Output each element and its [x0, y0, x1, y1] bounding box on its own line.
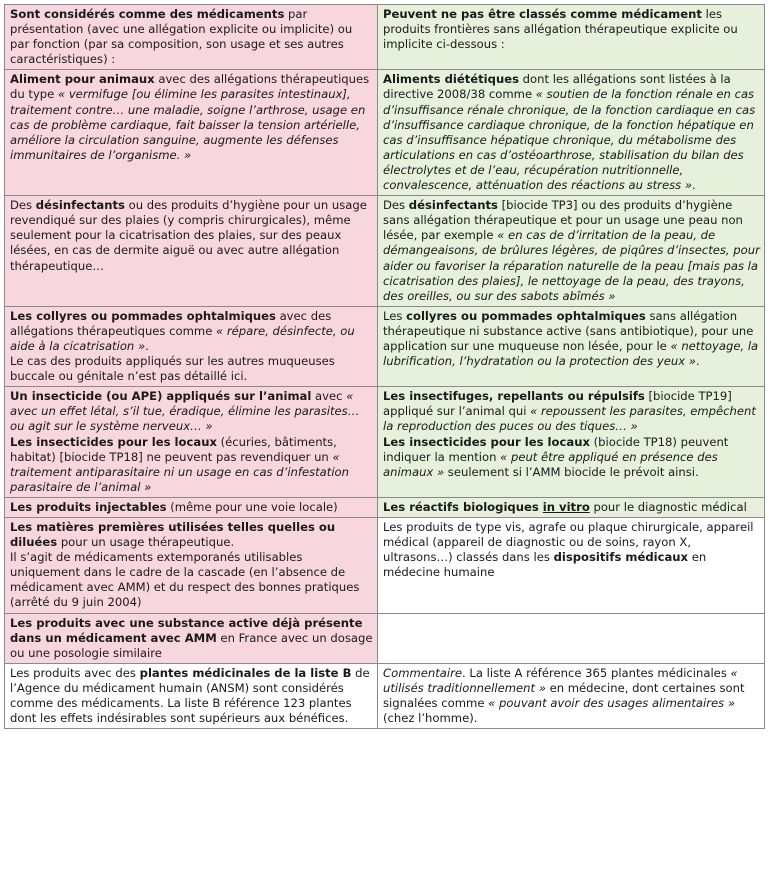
right-text-run: [biocide TP19] appliqué sur l’animal qui — [383, 389, 732, 419]
left-text-run: (écuries, bâtiments, habitat) [biocide TP18] ne peuvent pas revendiquer un — [10, 434, 337, 464]
right-text-run: en médecine, dont certaines sont signalées comme — [383, 680, 745, 711]
left-text-run: Sont considérés comme des médicaments — [10, 7, 285, 21]
right-text-run: [biocide TP3] ou des produits d’hygiène sans allégation thérapeutique et pour un usage une peau non lésée, par exemple — [383, 198, 743, 243]
right-text-run: Les insecticides pour les locaux — [383, 434, 590, 449]
left-text-run: Le cas des produits appliqués sur les autres muqueuses buccale ou génitale n’est pas détaillé ici. — [10, 354, 335, 384]
right-text-run: les produits frontières sans allégation thérapeutique explicite ou implicite ci-dessous : — [383, 7, 738, 52]
right-text-run: Commentaire — [383, 665, 463, 680]
left-text-run: (même pour une voie locale) — [166, 499, 338, 514]
classification-table — [4, 4, 765, 729]
right-text-run: (biocide TP18) peuvent indiquer la mention — [383, 434, 729, 464]
right-text-run: sans allégation thérapeutique ni substance active (sans antibiotique), pour une application sur une muqueuse non lésée, pour le — [383, 308, 754, 353]
non-medicine-cell — [378, 387, 765, 498]
right-text-run: Aliments diététiques — [383, 72, 519, 87]
right-text-run: Des — [383, 198, 409, 213]
right-text-run: « utilisés traditionnellement » — [383, 665, 738, 695]
medicine-cell — [5, 387, 378, 498]
medicine-cell — [5, 5, 378, 70]
right-text-run: collyres ou pommades ophtalmiques — [406, 308, 646, 323]
medicine-cell — [5, 518, 378, 614]
left-text-run: Il s’agit de médicaments extemporanés utilisables uniquement dans le cadre de la cascade (en l’absence de médicament avec AMM) et du respect des bonnes pratiques (arrêté du 9 juin 2004) — [10, 550, 360, 610]
left-text-run: Des — [10, 198, 36, 213]
left-text-run: ou des produits d’hygiène pour un usage revendiqué sur des plaies (y compris chirurgicales), même seulement pour la cicatrisation des plaies, sur des peaux lésées, en cas de dermite aiguë ou avec autre allégation thérapeutique… — [10, 198, 367, 273]
left-text-run: avec des allégations thérapeutiques comme — [10, 308, 332, 338]
left-text-run: avec des allégations thérapeutiques du type — [10, 72, 370, 102]
right-text-run: « en cas de d’irritation de la peau, de démangeaisons, de brûlures légères, de piqûres d’insectes, pour aider ou favoriser la réparation naturelle de la peau [mais pas la cicatrisation des plaies], le nettoyage de la peau, des trayons, des oreilles, ou sur des sabots abîmés » — [383, 228, 760, 303]
table-row — [5, 613, 765, 663]
left-text-run: « avec un effet létal, s’il tue, éradique, élimine les parasites… ou agit sur le système nerveux… » — [10, 389, 360, 434]
left-text-run: Aliment pour animaux — [10, 72, 155, 87]
table-row — [5, 5, 765, 70]
left-text-run: désinfectants — [35, 198, 125, 213]
right-text-run: . — [695, 354, 700, 369]
left-text-run: « traitement antiparasitaire ni un usage en cas d’infestation parasitaire de l’animal » — [10, 449, 349, 494]
left-text-run: Un insecticide (ou APE) appliqués sur l’animal — [10, 389, 312, 404]
right-text-run: in vitro — [542, 499, 590, 514]
medicine-cell — [5, 663, 378, 728]
right-text-run: dont les allégations sont listées à la directive 2008/38 comme — [383, 72, 731, 102]
left-text-run: . — [145, 338, 149, 353]
right-text-run: . La liste A référence 365 plantes médicinales — [462, 665, 731, 680]
medicine-cell — [5, 613, 378, 663]
non-medicine-cell — [378, 663, 765, 728]
left-text-run: « répare, désinfecte, ou aide à la cicatrisation » — [10, 323, 355, 353]
right-text-run: « repoussent les parasites, empêchent la reproduction des puces ou des tiques… » — [383, 404, 756, 434]
left-text-run: par présentation (avec une allégation explicite ou implicite) ou par fonction (par sa composition, son usage et ses autres caractéristiques) : — [10, 7, 353, 67]
right-text-run: Les réactifs biologiques — [383, 499, 543, 514]
non-medicine-cell — [378, 306, 765, 386]
left-text-run: Les matières premières utilisées telles quelles ou diluées — [10, 520, 336, 550]
right-text-run: pour le diagnostic médical — [589, 499, 747, 514]
left-text-run: Les insecticides pour les locaux — [10, 434, 217, 449]
right-text-run: dispositifs médicaux — [553, 550, 689, 565]
medicine-cell — [5, 497, 378, 517]
right-text-run: « nettoyage, la lubrification, l’hydratation ou la protection des yeux » — [383, 338, 759, 369]
table-row — [5, 497, 765, 517]
right-text-run: seulement si l’AMM biocide le prévoit ainsi. — [444, 464, 699, 479]
right-text-run: Les produits de type vis, agrafe ou plaque chirurgicale, appareil médical (appareil de diagnostic ou de soins, rayon X, ultrasons…) classés dans les — [383, 520, 754, 565]
right-text-run: « pouvant avoir des usages alimentaires » — [488, 696, 735, 711]
left-text-run: pour un usage thérapeutique. — [57, 535, 235, 550]
non-medicine-cell — [378, 70, 765, 196]
medicine-cell — [5, 70, 378, 196]
right-text-run: en médecine humaine — [383, 550, 707, 580]
left-text-run: de l’Agence du médicament humain (ANSM) sont considérés comme des médicaments. La liste B référence 123 plantes dont les effets indésirables sont supérieurs aux bénéfices. — [10, 665, 370, 726]
table-row — [5, 387, 765, 498]
left-text-run: Les produits injectables — [10, 499, 167, 514]
right-text-run: « peut être appliqué en présence des animaux » — [383, 449, 718, 479]
right-text-run: Peuvent ne pas être classés comme médicament — [383, 7, 702, 21]
table-row — [5, 196, 765, 307]
left-text-run: en France avec un dosage ou une posologie similaire — [10, 630, 373, 660]
right-text-run: « soutien de la fonction rénale en cas d’insuffisance rénale chronique, de la fonction cardiaque en cas d’insuffisance cardiaque chronique, de la fonction hépatique en cas d’insuffisance hépatique chronique, du métabolisme des articulations en cas d’ostéoarthrose, stabilisation du bilan des électrolytes et de l’eau, récupération nutritionnelle, convalescence, atténuation des réactions au stress » — [383, 87, 756, 193]
table-row — [5, 70, 765, 196]
right-text-run: Les insectifuges, repellants ou répulsifs — [383, 389, 645, 404]
table-row — [5, 306, 765, 386]
left-text-run: avec — [311, 389, 347, 404]
right-text-run: désinfectants — [408, 198, 498, 213]
medicine-cell — [5, 196, 378, 307]
table-row — [5, 663, 765, 728]
medicine-cell — [5, 306, 378, 386]
table-body — [5, 5, 765, 729]
right-text-run: (chez l’homme). — [383, 711, 478, 726]
left-text-run: « vermifuge [ou élimine les parasites intestinaux], traitement contre… une maladie, soigne l’arthrose, usage en cas de problème cardiaque, fait baisser la tension artérielle, améliore la circulation sanguine, augmente les défenses immunitaires de l’organisme. » — [10, 87, 366, 162]
left-text-run: Les collyres ou pommades ophtalmiques — [10, 308, 276, 323]
right-text-run: Les — [383, 308, 407, 323]
left-text-run: plantes médicinales de la liste B — [139, 665, 352, 680]
left-text-run: Les produits avec une substance active déjà présente dans un médicament avec AMM — [10, 615, 363, 645]
table-row — [5, 518, 765, 614]
right-text-run: . — [692, 178, 696, 193]
left-text-run: Les produits avec des — [10, 665, 140, 680]
non-medicine-cell — [378, 5, 765, 70]
non-medicine-cell — [378, 497, 765, 517]
non-medicine-cell — [378, 613, 765, 663]
non-medicine-cell — [378, 518, 765, 614]
non-medicine-cell — [378, 196, 765, 307]
